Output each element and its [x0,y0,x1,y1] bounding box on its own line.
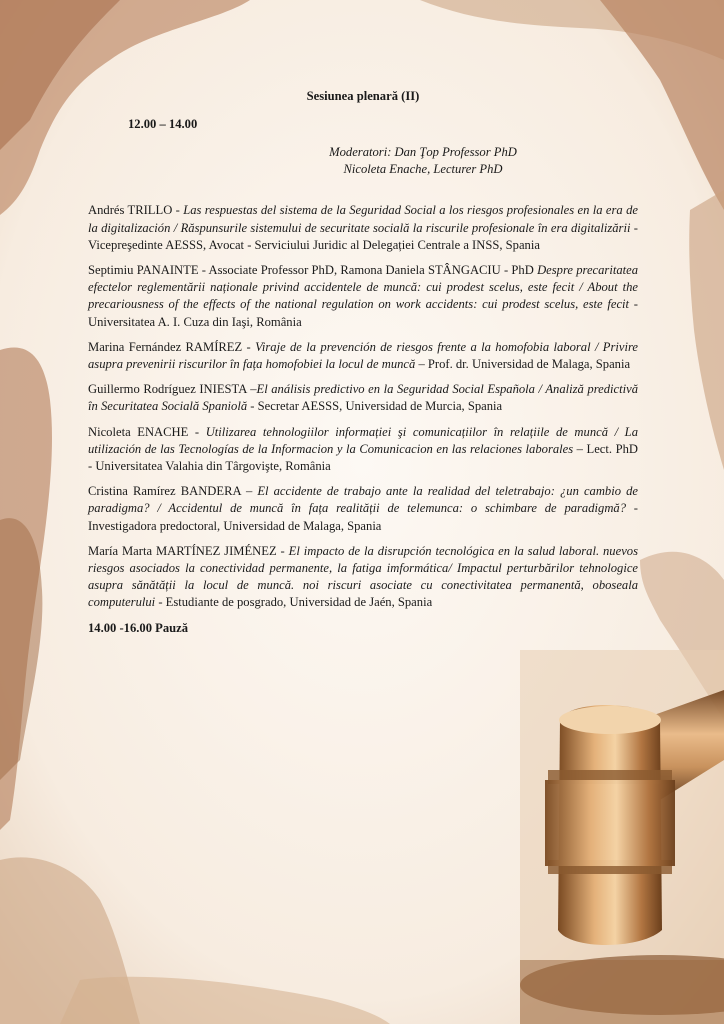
affiliation: - Investigadora predoctoral, Universidad de Malaga, Spania [88,501,638,533]
program-entry [88,483,638,535]
speaker: Septimiu PANAINTE - Associate Professor PhD, Ramona Daniela STÂNGACIU - PhD [88,263,538,278]
talk-title: El impacto de la disrupción tecnológica en la salud laboral. nuevos riesgos asociados la conectividad permanente, la fatiga imformática/ Impactul perturbărilor tehnologice asupra sănătății la locul de muncă. noi riscuri asociate cu conectivitatea permanentă, oboseala computerului [88,543,638,610]
affiliation: - Secretar AESSS, Universidad de Murcia, Spania [247,399,503,414]
speaker: María Marta MARTÍNEZ JIMÉNEZ - [88,543,289,558]
talk-title: El análisis predictivo en la Seguridad Social Española / Analiză predictivă în Securitatea Socială Spaniolă [88,382,639,414]
talk-title: El accidente de trabajo ante la realidad del teletrabajo: ¿un cambio de paradigma? / Accidentul de muncă în fața realității de telemunca: o schimbare de paradigmă? [88,484,638,516]
program-entry [88,262,638,331]
speaker: Cristina Ramírez BANDERA – [88,484,258,499]
pause-line: 14.00 -16.00 Pauză [88,620,189,635]
session-title: Sesiunea plenară (II) [306,89,420,103]
moderators-block [208,144,638,178]
affiliation: – Prof. dr. Universidad de Malaga, Spania [415,357,631,372]
document-body [88,88,638,637]
talk-title: Las respuestas del sistema de la Seguridad Social a los riesgos profesionales en la era de la digitalización / Răspunsurile sistemului de securitate socială la riscurile profesionale în era digitalizării [88,203,638,235]
talk-title: Despre precaritatea efectelor reglementării naționale privind accidentele de muncă: cui prodest scelus, este fecit / About the precariousness of the effects of the national regulation on work accidents: cui prodest scelus, este fecit [88,263,639,312]
affiliation: – Lect. PhD - Universitatea Valahia din Târgovişte, România [88,441,638,474]
affiliation: - Vicepreşedinte AESSS, Avocat - Serviciului Juridic al Delegației Centrale a INSS, Spania [88,220,639,252]
talk-title: Viraje de la prevención de riesgos frente a la homofobia laboral / Privire asupra prevenirii riscurilor în fața homofobiei la locul de muncă [88,339,639,372]
affiliation: - Universitatea A. I. Cuza din Iaşi, România [88,297,638,329]
speaker: Andrés TRILLO - [88,203,184,218]
speaker: Marina Fernández RAMÍREZ - [88,339,256,354]
gavel-illustration [520,650,724,1024]
program-entry [88,424,638,476]
affiliation: - Estudiante de posgrado, Universidad de Jaén, Spania [155,595,433,610]
program-entry [88,543,638,612]
speaker: Nicoleta ENACHE - [88,424,206,439]
speaker: Guillermo Rodríguez INIESTA – [88,382,257,397]
moderator-line: Nicoleta Enache, Lecturer PhD [343,162,503,177]
moderator-line: Moderatori: Dan Ţop Professor PhD [329,145,517,160]
talk-title: Utilizarea tehnologiilor informației şi comunicațiilor în relațiile de muncă / La utilización de las Tecnologías de la Informacion y la Comunicacion en las relaciones laborales [88,424,638,456]
program-entry [88,339,638,373]
program-entry [88,202,638,254]
session-time: 12.00 – 14.00 [128,117,198,132]
program-entry [88,381,638,415]
